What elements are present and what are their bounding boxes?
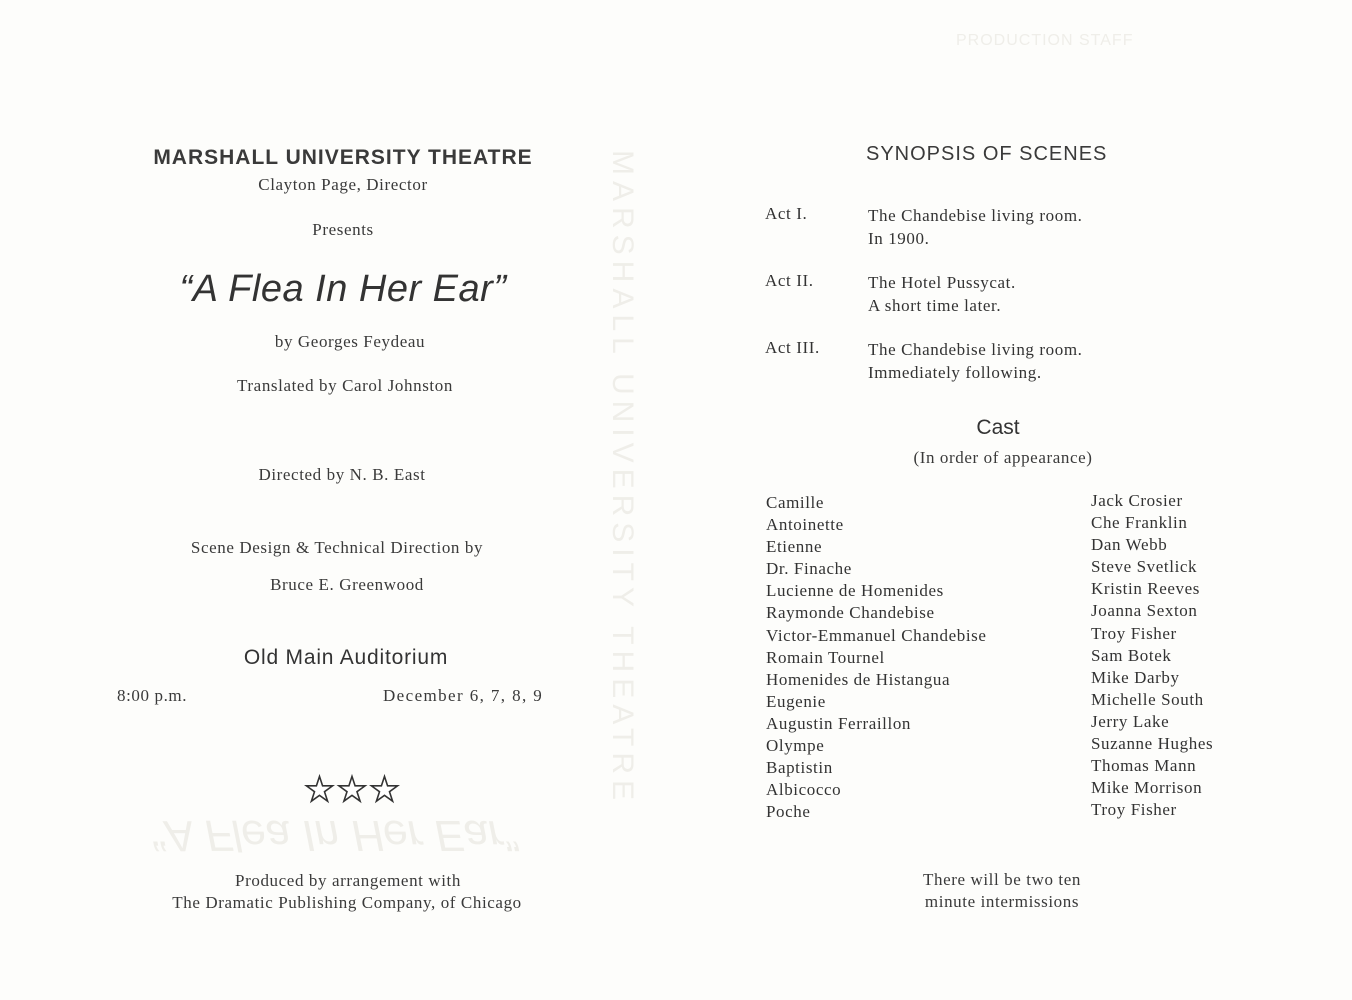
intermission-line-2: minute intermissions <box>924 892 1080 911</box>
act-3-row <box>765 338 1185 386</box>
venue: Old Main Auditorium <box>243 646 449 669</box>
cast-actor: Joanna Sexton <box>1091 601 1198 621</box>
cast-role: Homenides de Histangua <box>766 669 951 689</box>
cast-role: Poche <box>766 802 811 822</box>
cast-role: Raymonde Chandebise <box>766 603 935 623</box>
cast-actor: Michelle South <box>1091 689 1204 709</box>
bleed-through-spine: MARSHALL UNIVERSITY THEATRE <box>606 150 639 807</box>
cast-actor: Kristin Reeves <box>1091 579 1200 599</box>
cast-subheading: (In order of appearance) <box>913 448 1093 467</box>
cast-role: Eugenie <box>766 691 826 711</box>
theatre-name: MARSHALL UNIVERSITY THEATRE <box>153 146 533 169</box>
cast-role: Baptistin <box>766 758 833 778</box>
cast-actor: Jerry Lake <box>1091 711 1170 731</box>
cast-role: Etienne <box>766 537 823 557</box>
intermission-line-1: There will be two ten <box>923 870 1081 889</box>
stars-ornament: ★★★ <box>304 770 402 810</box>
cast-role: Olympe <box>766 736 825 756</box>
cast-heading: Cast <box>976 416 1020 439</box>
translator-line: Translated by Carol Johnston <box>237 376 453 395</box>
cast-actor: Suzanne Hughes <box>1091 734 1214 754</box>
cast-actor: Mike Darby <box>1091 667 1180 687</box>
designer-name: Bruce E. Greenwood <box>270 575 424 594</box>
cast-actor: Mike Morrison <box>1091 778 1203 798</box>
act-description <box>868 204 1083 250</box>
cast-actor: Thomas Mann <box>1091 756 1197 776</box>
act-description <box>868 338 1083 384</box>
cast-role: Victor-Emmanuel Chandebise <box>766 625 987 645</box>
act-line-1: The Chandebise living room. <box>868 206 1083 225</box>
director-line: Clayton Page, Director <box>258 175 428 194</box>
cast-role: Romain Tournel <box>766 647 885 667</box>
right-panel <box>676 0 1352 1000</box>
design-line: Scene Design & Technical Direction by <box>190 538 484 557</box>
cast-roles <box>766 492 987 823</box>
act-line-1: The Hotel Pussycat. <box>868 273 1016 292</box>
act-line-2: Immediately following. <box>868 363 1042 382</box>
show-dates: December 6, 7, 8, 9 <box>383 686 544 705</box>
act-line-1: The Chandebise living room. <box>868 340 1083 359</box>
cast-actors <box>1091 490 1213 821</box>
bleed-through-staff: PRODUCTION STAFF <box>956 32 1134 49</box>
cast-role: Dr. Finache <box>766 559 852 579</box>
produced-line-2: The Dramatic Publishing Company, of Chicago <box>172 893 522 912</box>
cast-actor: Che Franklin <box>1091 513 1188 533</box>
cast-actor: Troy Fisher <box>1091 623 1177 643</box>
act-label: Act I. <box>765 204 808 223</box>
author-line: by Georges Feydeau <box>274 332 426 351</box>
cast-role: Augustin Ferraillon <box>766 713 912 733</box>
cast-role: Antoinette <box>766 515 844 535</box>
presents-line: Presents <box>312 220 374 239</box>
cast-actor: Steve Svetlick <box>1091 557 1198 577</box>
act-label: Act III. <box>765 338 820 357</box>
play-title: “A Flea In Her Ear” <box>179 268 507 310</box>
act-description <box>868 271 1016 317</box>
cast-actor: Dan Webb <box>1091 535 1168 555</box>
cast-role: Camille <box>766 493 825 512</box>
synopsis-heading: SYNOPSIS OF SCENES <box>866 143 1108 165</box>
act-line-2: In 1900. <box>868 229 930 248</box>
cast-role: Lucienne de Homenides <box>766 581 944 601</box>
cast-actor: Sam Botek <box>1091 645 1172 665</box>
directed-by-line: Directed by N. B. East <box>258 465 426 484</box>
show-time: 8:00 p.m. <box>117 686 188 705</box>
act-line-2: A short time later. <box>868 296 1002 315</box>
act-1-row <box>765 204 1185 252</box>
act-label: Act II. <box>765 271 814 290</box>
cast-actor: Jack Crosier <box>1091 491 1183 510</box>
bleed-through-text: “A Flea In Her Ear” <box>150 811 518 860</box>
cast-role: Albicocco <box>766 780 842 800</box>
produced-line-1: Produced by arrangement with <box>235 871 461 890</box>
act-2-row <box>765 271 1185 319</box>
cast-actor: Troy Fisher <box>1091 800 1177 820</box>
